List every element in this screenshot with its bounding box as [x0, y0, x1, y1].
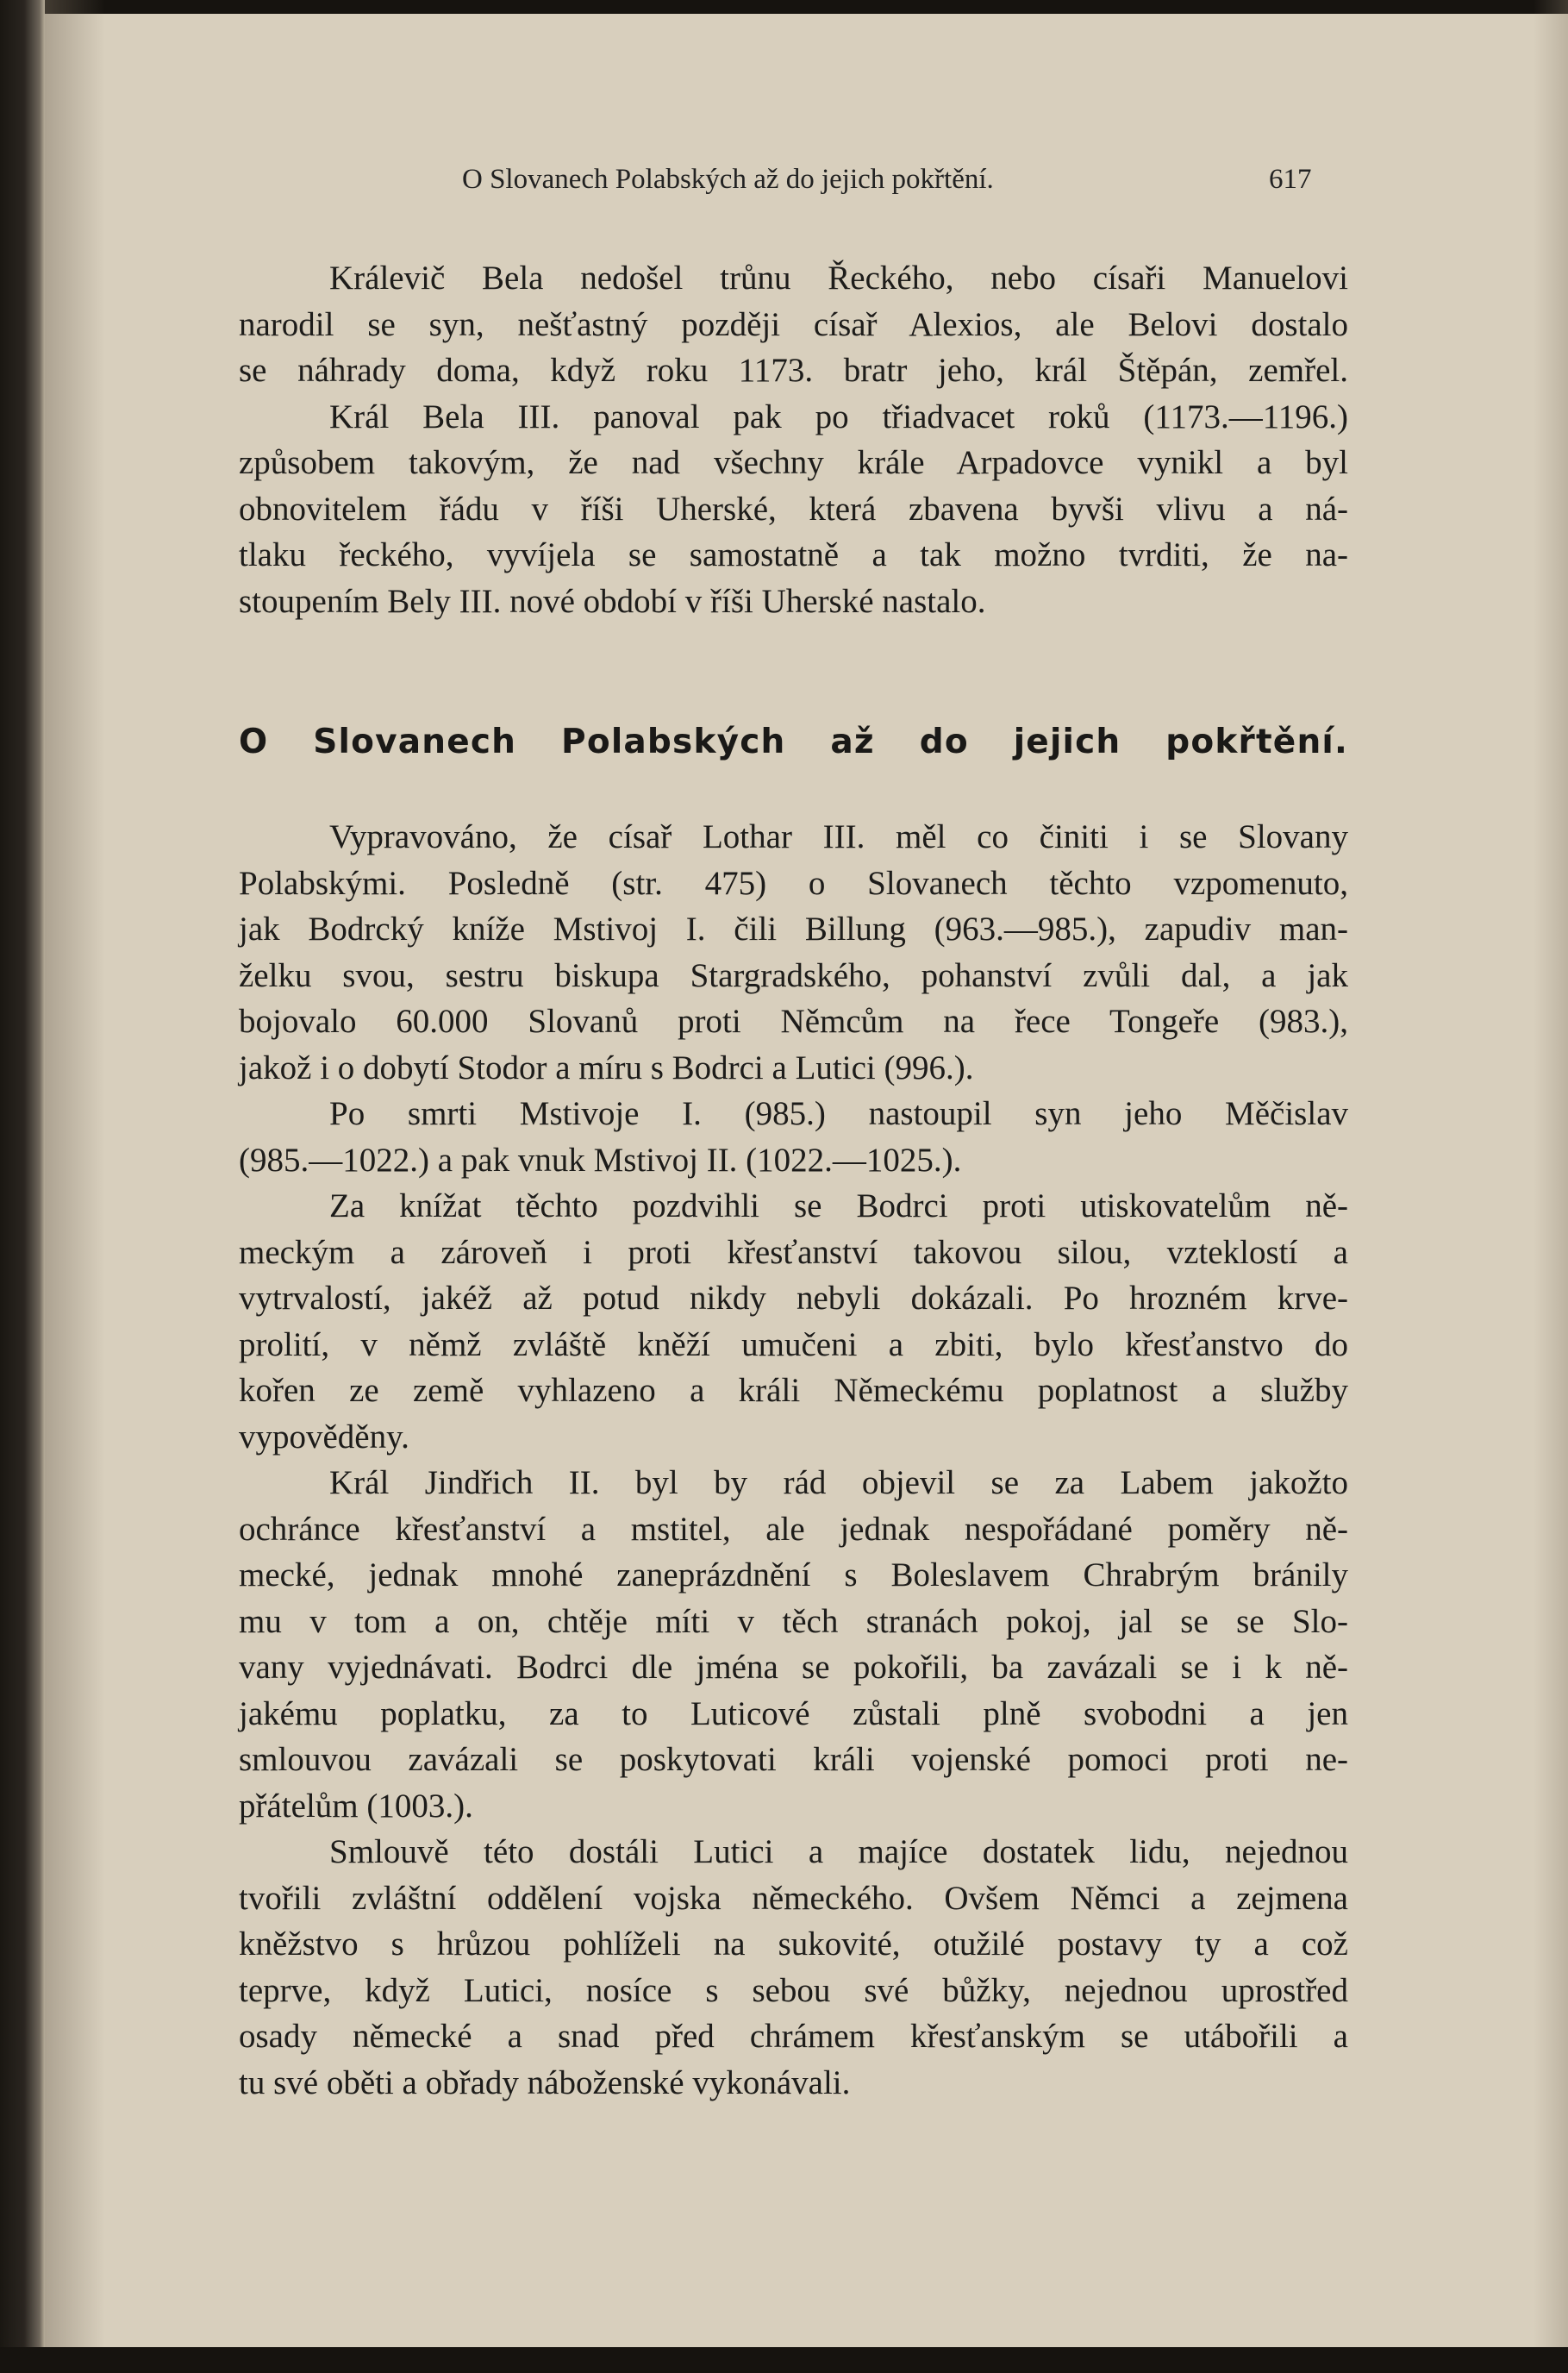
- scan-top-edge: [0, 0, 1568, 14]
- running-head-title: O Slovanech Polabských až do jejich pokřtění.: [462, 164, 994, 195]
- section-heading: O Slovanech Polabských až do jejich pokřtění.: [239, 723, 1348, 761]
- text-line: jakému poplatku, za to Luticové zůstali plně svobodni a jen: [239, 1694, 1348, 1732]
- text-line: se náhrady doma, když roku 1173. bratr jeho, král Štěpán, zemřel.: [239, 352, 1348, 389]
- paragraph: [239, 1183, 1348, 1460]
- paragraph: [239, 1829, 1348, 2106]
- text-line: tlaku řeckého, vyvíjela se samostatně a tak možno tvrditi, že na-: [239, 536, 1348, 573]
- text-line: Králevič Bela nedošel trůnu Řeckého, nebo císaři Manuelovi: [329, 260, 1348, 297]
- text-line: Po smrti Mstivoje I. (985.) nastoupil syn jeho Měčislav: [329, 1095, 1348, 1132]
- text-line: přátelům (1003.).: [239, 1787, 473, 1825]
- text-line: Král Jindřich II. byl by rád objevil se za Labem jakožto: [329, 1464, 1348, 1501]
- text-line: Vypravováno, že císař Lothar III. měl co činiti i se Slovany: [329, 818, 1348, 855]
- text-line: Za knížat těchto pozdvihli se Bodrci proti utiskovatelům ně-: [329, 1187, 1348, 1224]
- text-line: Král Bela III. panoval pak po třiadvacet roků (1173.—1196.): [329, 398, 1348, 435]
- text-line: způsobem takovým, že nad všechny krále Arpadovce vynikl a byl: [239, 444, 1348, 481]
- text-line: (985.—1022.) a pak vnuk Mstivoj II. (1022.—1025.).: [239, 1141, 962, 1179]
- gutter-shadow: [45, 0, 105, 2373]
- text-line: vany vyjednávati. Bodrci dle jména se pokořili, ba zavázali se i k ně-: [239, 1649, 1348, 1686]
- text-line: Polabskými. Posledně (str. 475) o Slovanech těchto vzpomenuto,: [239, 864, 1348, 902]
- text-line: vypověděny.: [239, 1418, 409, 1456]
- text-line: bojovalo 60.000 Slovanů proti Němcům na řece Tongeře (983.),: [239, 1003, 1348, 1040]
- text-line: prolití, v němž zvláště kněží umučeni a zbiti, bylo křesťanstvo do: [239, 1325, 1348, 1363]
- text-line: teprve, když Lutici, nosíce s sebou své bůžky, nejednou uprostřed: [239, 1971, 1348, 2009]
- text-line: narodil se syn, nešťastný později císař Alexios, ale Belovi dostalo: [239, 305, 1348, 343]
- text-line: stoupením Bely III. nové období v říši Uherské nastalo.: [239, 582, 986, 620]
- book-gutter: [0, 0, 45, 2373]
- intro-paragraph: [239, 255, 1348, 624]
- page-number: 617: [1269, 164, 1312, 195]
- page-edge-shadow: [1534, 0, 1568, 2373]
- paragraph: [239, 1091, 1348, 1183]
- section-body: [239, 814, 1348, 2106]
- paragraph: [239, 814, 1348, 1091]
- scan-bottom-edge: [0, 2347, 1568, 2373]
- text-line: tu své oběti a obřady náboženské vykonávali.: [239, 2063, 851, 2101]
- text-line: smlouvou zavázali se poskytovati králi vojenské pomoci proti ne-: [239, 1741, 1348, 1778]
- text-line: mecké, jednak mnohé zaneprázdnění s Boleslavem Chrabrým bránily: [239, 1556, 1348, 1593]
- text-line: obnovitelem řádu v říši Uherské, která zbavena byvši vlivu a ná-: [239, 490, 1348, 528]
- text-line: osady německé a snad před chrámem křesťanským se utábořili a: [239, 2018, 1348, 2055]
- text-line: vytrvalostí, jakéž až potud nikdy nebyli dokázali. Po hrozném krve-: [239, 1280, 1348, 1317]
- text-line: jakož i o dobytí Stodor a míru s Bodrci a Lutici (996.).: [239, 1049, 974, 1086]
- text-line: jak Bodrcký kníže Mstivoj I. čili Billung (963.—985.), zapudiv man-: [239, 911, 1348, 948]
- text-line: tvořili zvláštní oddělení vojska německého. Ovšem Němci a zejmena: [239, 1879, 1348, 1917]
- paragraph: [239, 1460, 1348, 1829]
- text-line: Smlouvě této dostáli Lutici a majíce dostatek lidu, nejednou: [329, 1833, 1348, 1870]
- text-line: meckým a zároveň i proti křesťanství takovou silou, vzteklostí a: [239, 1233, 1348, 1271]
- text-line: kořen ze země vyhlazeno a králi Německému poplatnost a služby: [239, 1372, 1348, 1409]
- text-line: mu v tom a on, chtěje míti v těch stranách pokoj, jal se se Slo-: [239, 1602, 1348, 1640]
- text-line: želku svou, sestru biskupa Stargradského, pohanství zvůli dal, a jak: [239, 956, 1348, 994]
- text-line: ochránce křesťanství a mstitel, ale jednak nespořádané poměry ně-: [239, 1510, 1348, 1548]
- text-line: kněžstvo s hrůzou pohlíželi na sukovité, otužilé postavy ty a což: [239, 1925, 1348, 1963]
